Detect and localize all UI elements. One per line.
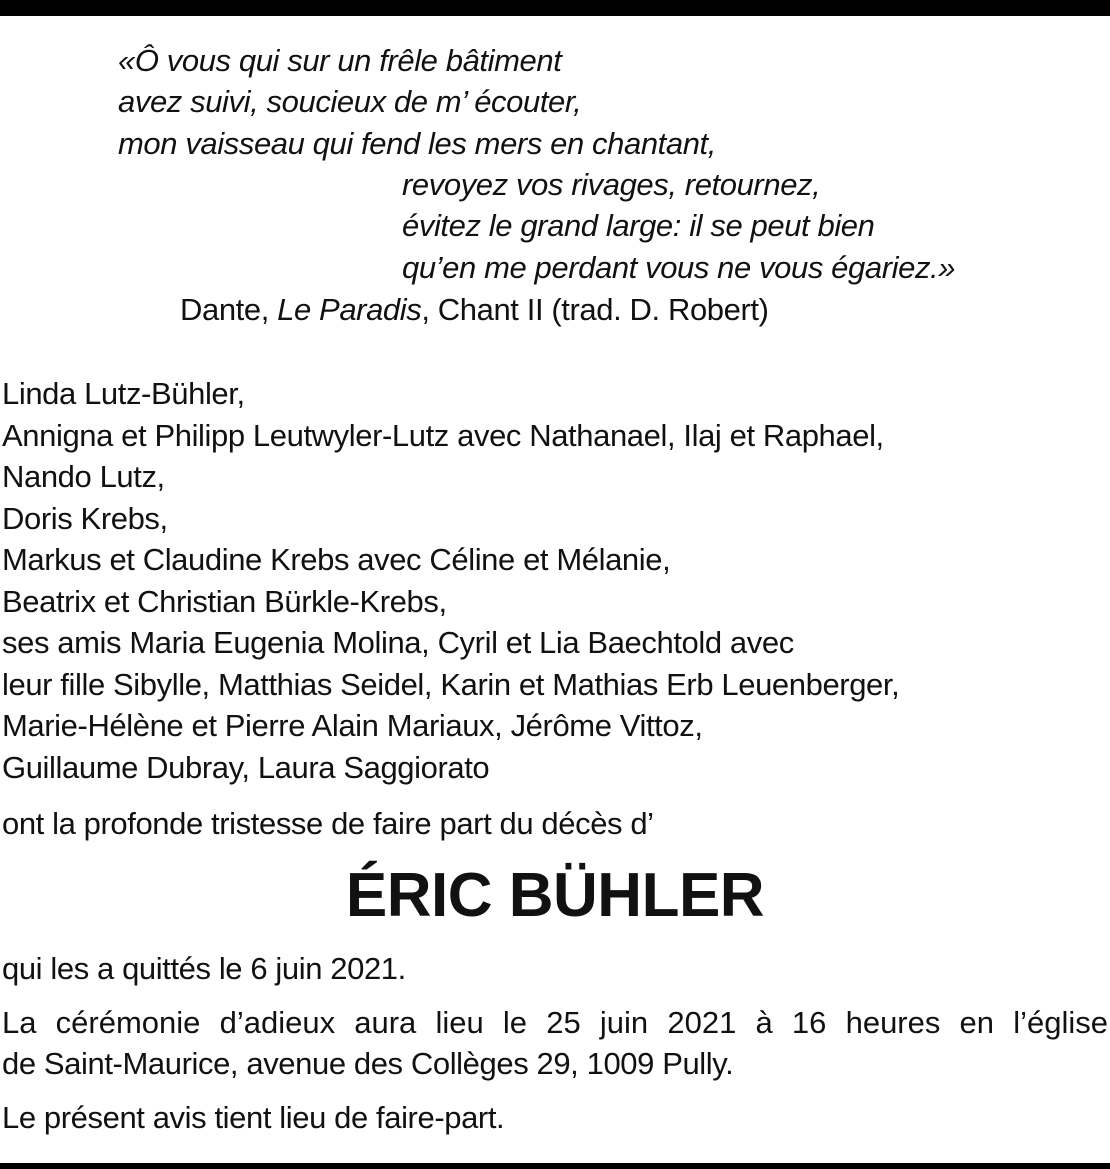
poem-line: avez suivi, soucieux de m’ écouter, [118,84,582,119]
top-rule [0,0,1110,16]
mourner-line: leur fille Sibylle, Matthias Seidel, Karin et Mathias Erb Leuenberger, [2,667,900,702]
ceremony-line: La cérémonie d’adieux aura lieu le 25 juin 2021 à 16 heures en l’église [2,1005,1108,1040]
attribution-work: Le Paradis [277,292,422,327]
announcement-text: ont la profonde tristesse de faire part du décès d’ [2,806,654,841]
poem-line: mon vaisseau qui fend les mers en chantant, [118,126,716,161]
mourner-line: ses amis Maria Eugenia Molina, Cyril et Lia Baechtold avec [2,625,794,660]
attribution-rest: , Chant II (trad. D. Robert) [421,292,769,327]
poem-line: revoyez vos rivages, retournez, [402,167,821,202]
mourner-line: Doris Krebs, [2,501,168,536]
poem-line: évitez le grand large: il se peut bien [402,208,875,243]
mourner-line: Marie-Hélène et Pierre Alain Mariaux, Jérôme Vittoz, [2,708,703,743]
ceremony-line: de Saint-Maurice, avenue des Collèges 29, 1009 Pully. [2,1046,734,1081]
deceased-name: ÉRIC BÜHLER [345,861,765,930]
mourner-line: Beatrix et Christian Bürkle-Krebs, [2,584,447,619]
mourner-line: Annigna et Philipp Leutwyler-Lutz avec Nathanael, Ilaj et Raphael, [2,418,884,453]
mourner-line: Nando Lutz, [2,459,165,494]
poem-attribution [180,291,769,329]
mourner-line: Guillaume Dubray, Laura Saggiorato [2,750,490,785]
attribution-author: Dante, [180,292,278,327]
bottom-rule [0,1163,1110,1169]
date-of-death: qui les a quittés le 6 juin 2021. [2,951,406,986]
mourner-line: Linda Lutz-Bühler, [2,376,245,411]
poem-line: «Ô vous qui sur un frêle bâtiment [118,43,562,78]
poem-line: qu’en me perdant vous ne vous égariez.» [402,250,956,285]
closing-note: Le présent avis tient lieu de faire-part. [2,1100,505,1135]
mourner-line: Markus et Claudine Krebs avec Céline et Mélanie, [2,542,671,577]
